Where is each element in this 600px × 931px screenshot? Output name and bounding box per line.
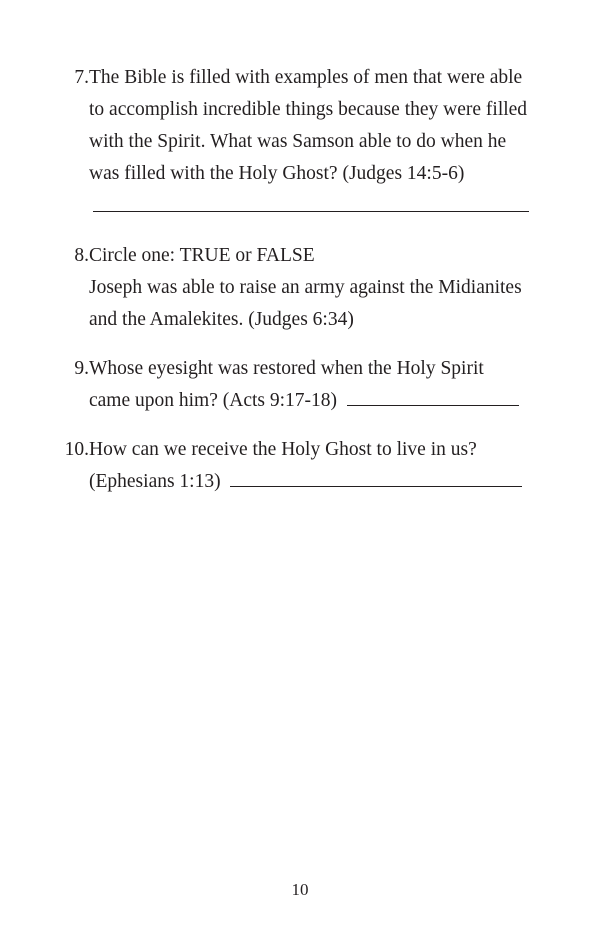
question-text — [89, 62, 559, 190]
answer-blank[interactable] — [230, 468, 522, 487]
question-number: 9. — [74, 358, 89, 379]
question-text — [89, 240, 559, 336]
question-line: to accomplish incredible things because they were filled — [89, 99, 528, 120]
question-line: with the Spirit. What was Samson able to do when he — [89, 131, 507, 152]
question-line: Circle one: TRUE or FALSE — [89, 245, 315, 266]
question-number: 8. — [74, 245, 89, 266]
question-number: 10. — [64, 439, 89, 460]
question-line: Whose eyesight was restored when the Holy Spirit — [89, 358, 484, 379]
question-number: 7. — [74, 67, 89, 88]
question-line: (Ephesians 1:13) — [89, 471, 221, 492]
question-line: came upon him? (Acts 9:17-18) — [89, 390, 338, 411]
question-line: was filled with the Holy Ghost? (Judges 14:5-6) — [89, 163, 465, 184]
question-text — [89, 434, 559, 498]
answer-blank[interactable] — [347, 387, 519, 406]
question-line: and the Amalekites. (Judges 6:34) — [89, 309, 354, 330]
question-line: How can we receive the Holy Ghost to live in us? — [89, 439, 477, 460]
answer-blank[interactable] — [93, 211, 529, 212]
question-line: Joseph was able to raise an army against the Midianites — [89, 277, 522, 298]
question-text — [89, 353, 559, 417]
question-line: The Bible is filled with examples of men that were able — [89, 67, 523, 88]
page-number: 10 — [291, 880, 309, 899]
